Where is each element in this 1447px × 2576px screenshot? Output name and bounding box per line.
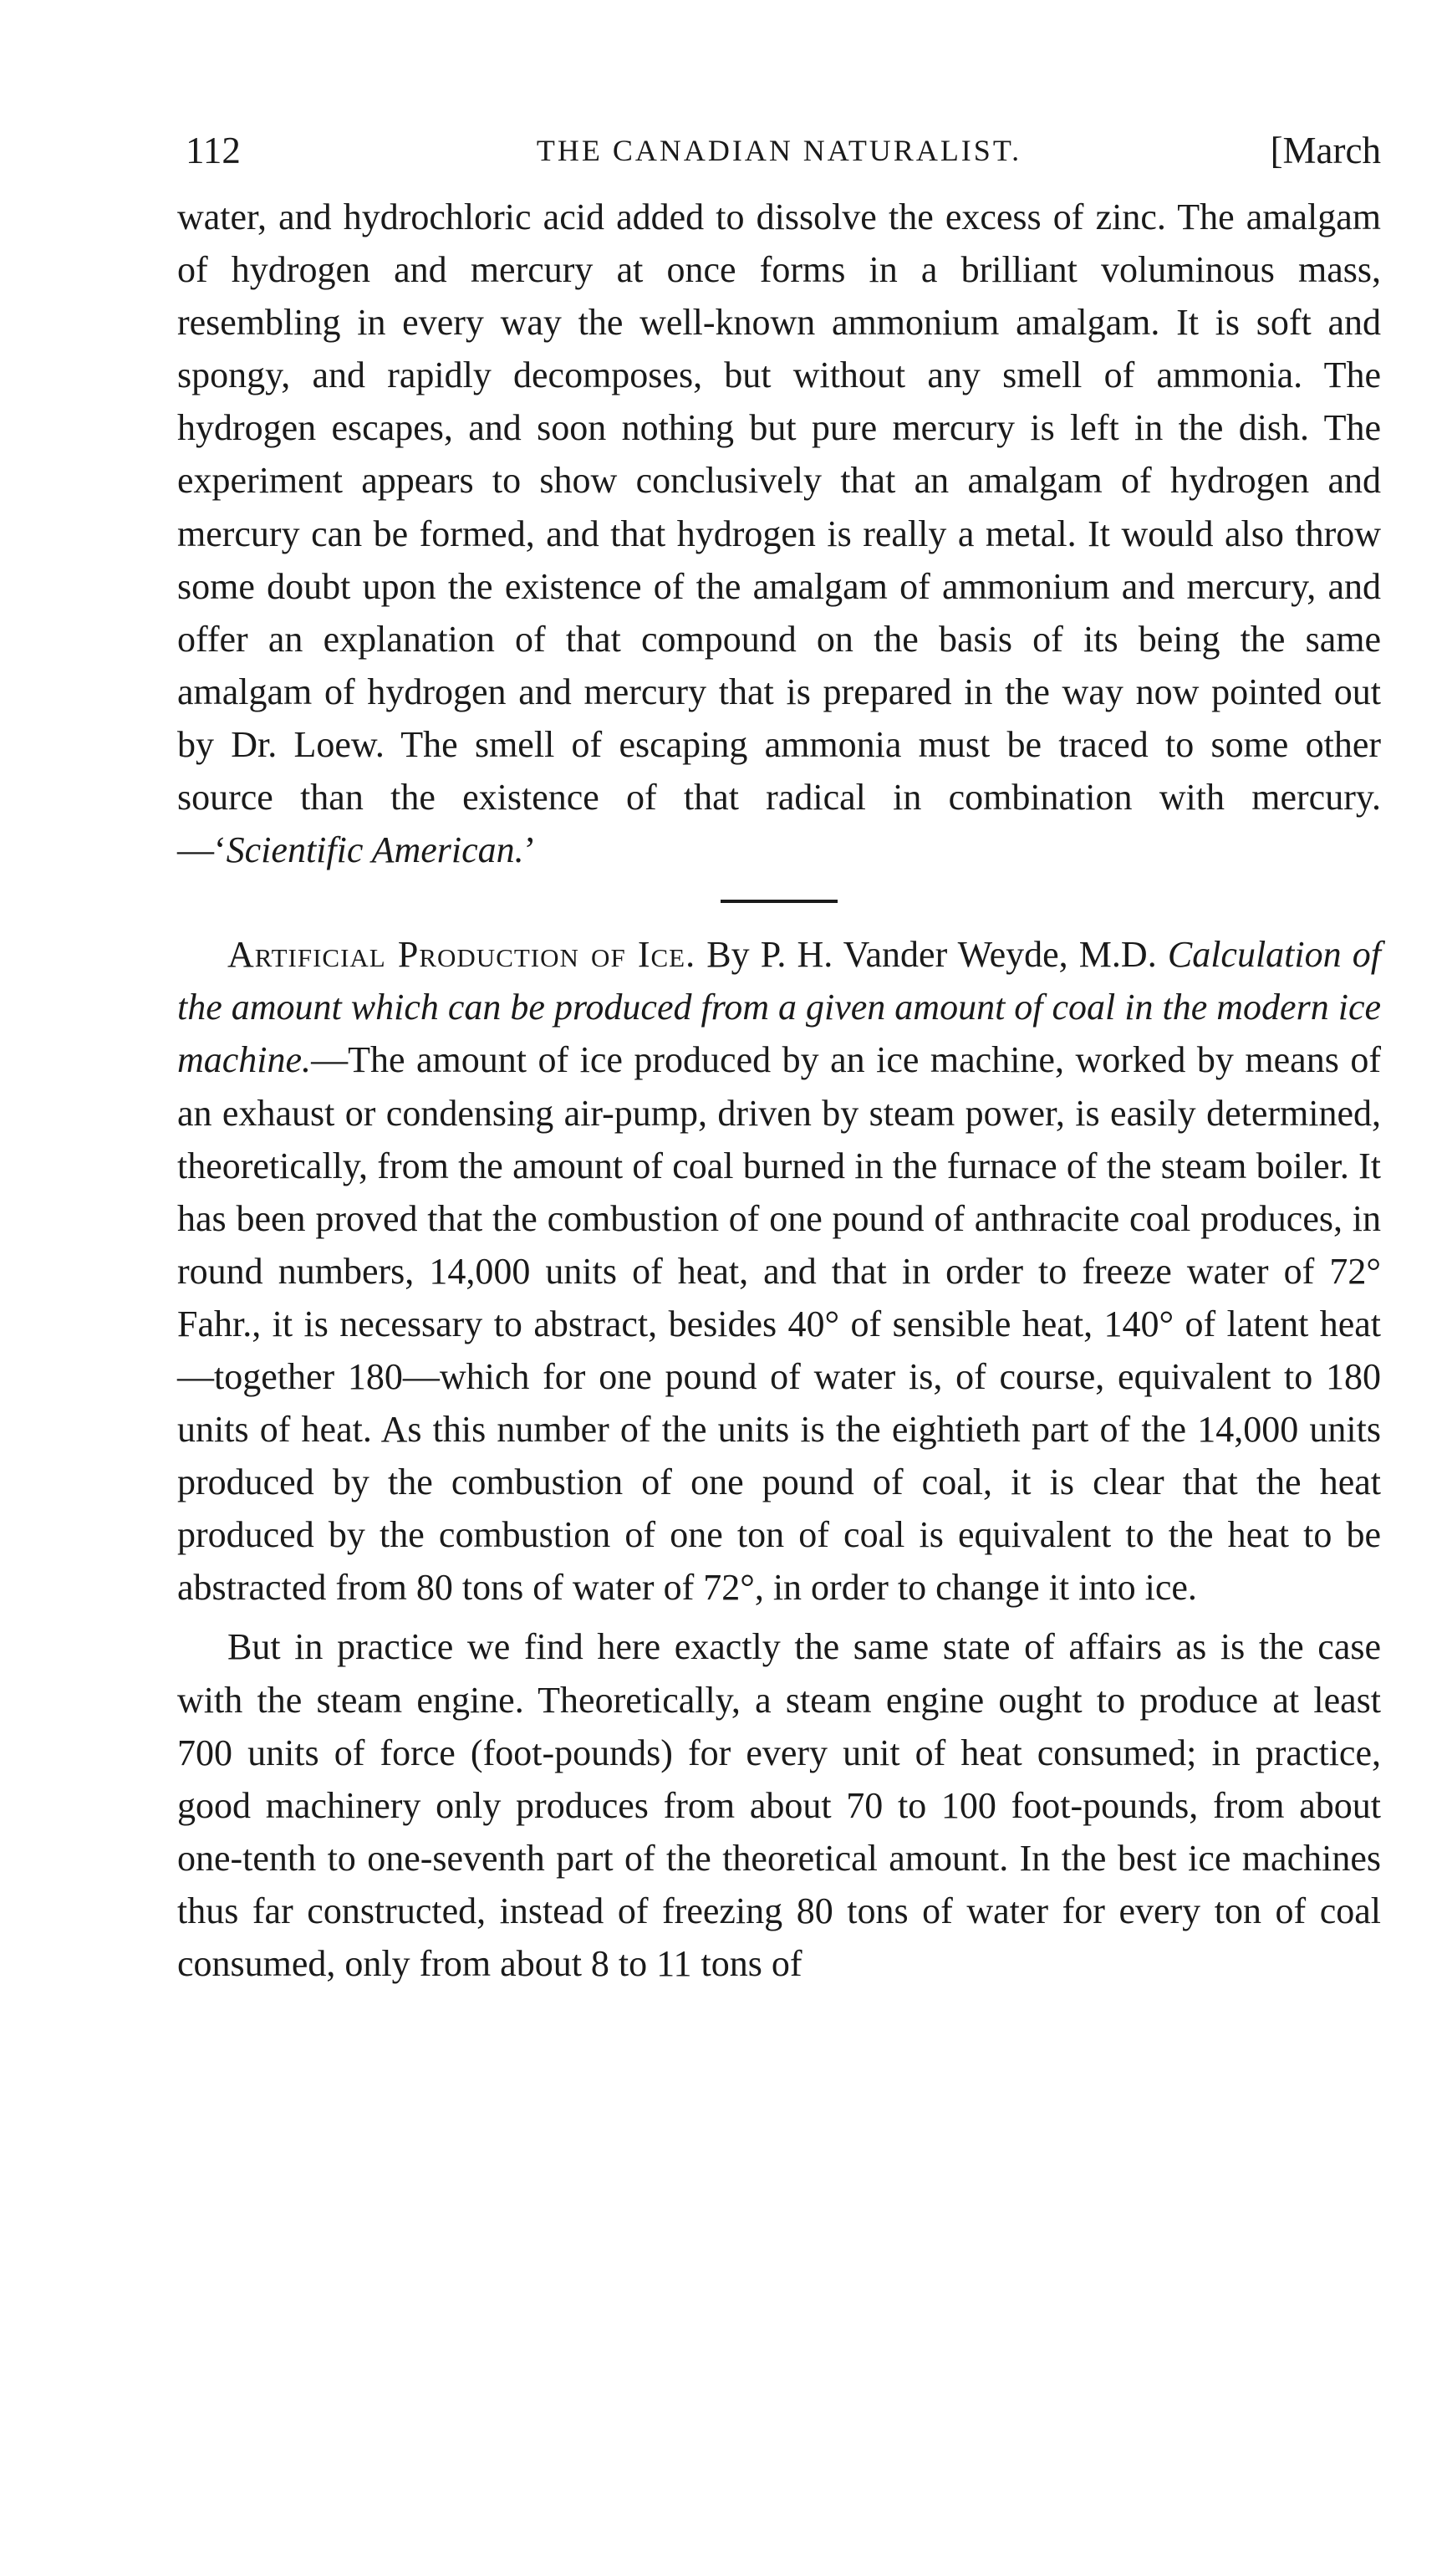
page <box>177 117 1381 1990</box>
paragraph-amalgam-text: water, and hydrochloric acid added to dissolve the excess of zinc. The amalgam of hydrogen and mercury at once forms in a brilliant voluminous mass, resembling in every way the well-known ammonium amalgam. It is soft and spongy, and rapidly decomposes, but without any smell of ammonia. The hydrogen escapes, and soon nothing but pure mercury is left in the dish. The experiment appears to show conclusively that an amalgam of hydrogen and mercury can be formed, and that hydrogen is really a metal. It would also throw some doubt upon the existence of the amalgam of ammonium and mercury, and offer an explanation of that compound on the basis of its being the same amalgam of hydrogen and mercury that is prepared in the way now pointed out by Dr. Loew. The smell of escaping ammonia must be traced to some other source than the existence of that radical in combination with mercury.—‘ <box>177 196 1381 871</box>
issue-month: [March <box>1270 130 1381 171</box>
page-number: 112 <box>186 130 241 171</box>
section-heading: Artificial Production of Ice. <box>227 934 696 976</box>
paragraph-amalgam <box>177 191 1381 876</box>
article-body <box>177 191 1381 1990</box>
paragraph-ice-intro <box>177 928 1381 1614</box>
page-header <box>177 117 1381 184</box>
running-title: THE CANADIAN NATURALIST. <box>536 134 1022 167</box>
author-line: By P. H. Vander Weyde, M.D. <box>695 934 1168 976</box>
paragraph-practice: But in practice we find here exactly the same state of affairs as is the case with the steam engine. Theoretically, a steam engine ought to produce at least 700 units of force (foot-pounds) for every unit of heat consumed; in practice, good machinery only produces from about 70 to 100 foot-pounds, from about one-tenth to one-seventh part of the theoretical amount. In the best ice machines thus far constructed, instead of freezing 80 tons of water for every ton of coal consumed, only from about 8 to 11 tons of <box>177 1626 1381 1984</box>
closing-quote: ’ <box>523 829 537 871</box>
article-subtitle: Calculation of the amount which can be produced from a given amount of coal in the modern ice machine. <box>177 934 1382 1081</box>
source-citation: Scientific American. <box>226 829 524 871</box>
section-divider <box>721 900 838 903</box>
paragraph-ice-text: —The amount of ice produced by an ice machine, worked by means of an exhaust or condensing air-pump, driven by steam power, is easily determined, theoretically, from the amount of coal burned in the furnace of the steam boiler. It has been proved that the combustion of one pound of anthracite coal produces, in round numbers, 14,000 units of heat, and that in order to freeze water of 72° Fahr., it is necessary to abstract, besides 40° of sensible heat, 140° of latent heat—together 180—which for one pound of water is, of course, equivalent to 180 units of heat. As this number of the units is the eightieth part of the 14,000 units produced by the combustion of one pound of coal, it is clear that the heat produced by the combustion of one ton of coal is equivalent to the heat to be abstracted from 80 tons of water of 72°, in order to change it into ice. <box>177 1039 1381 1609</box>
